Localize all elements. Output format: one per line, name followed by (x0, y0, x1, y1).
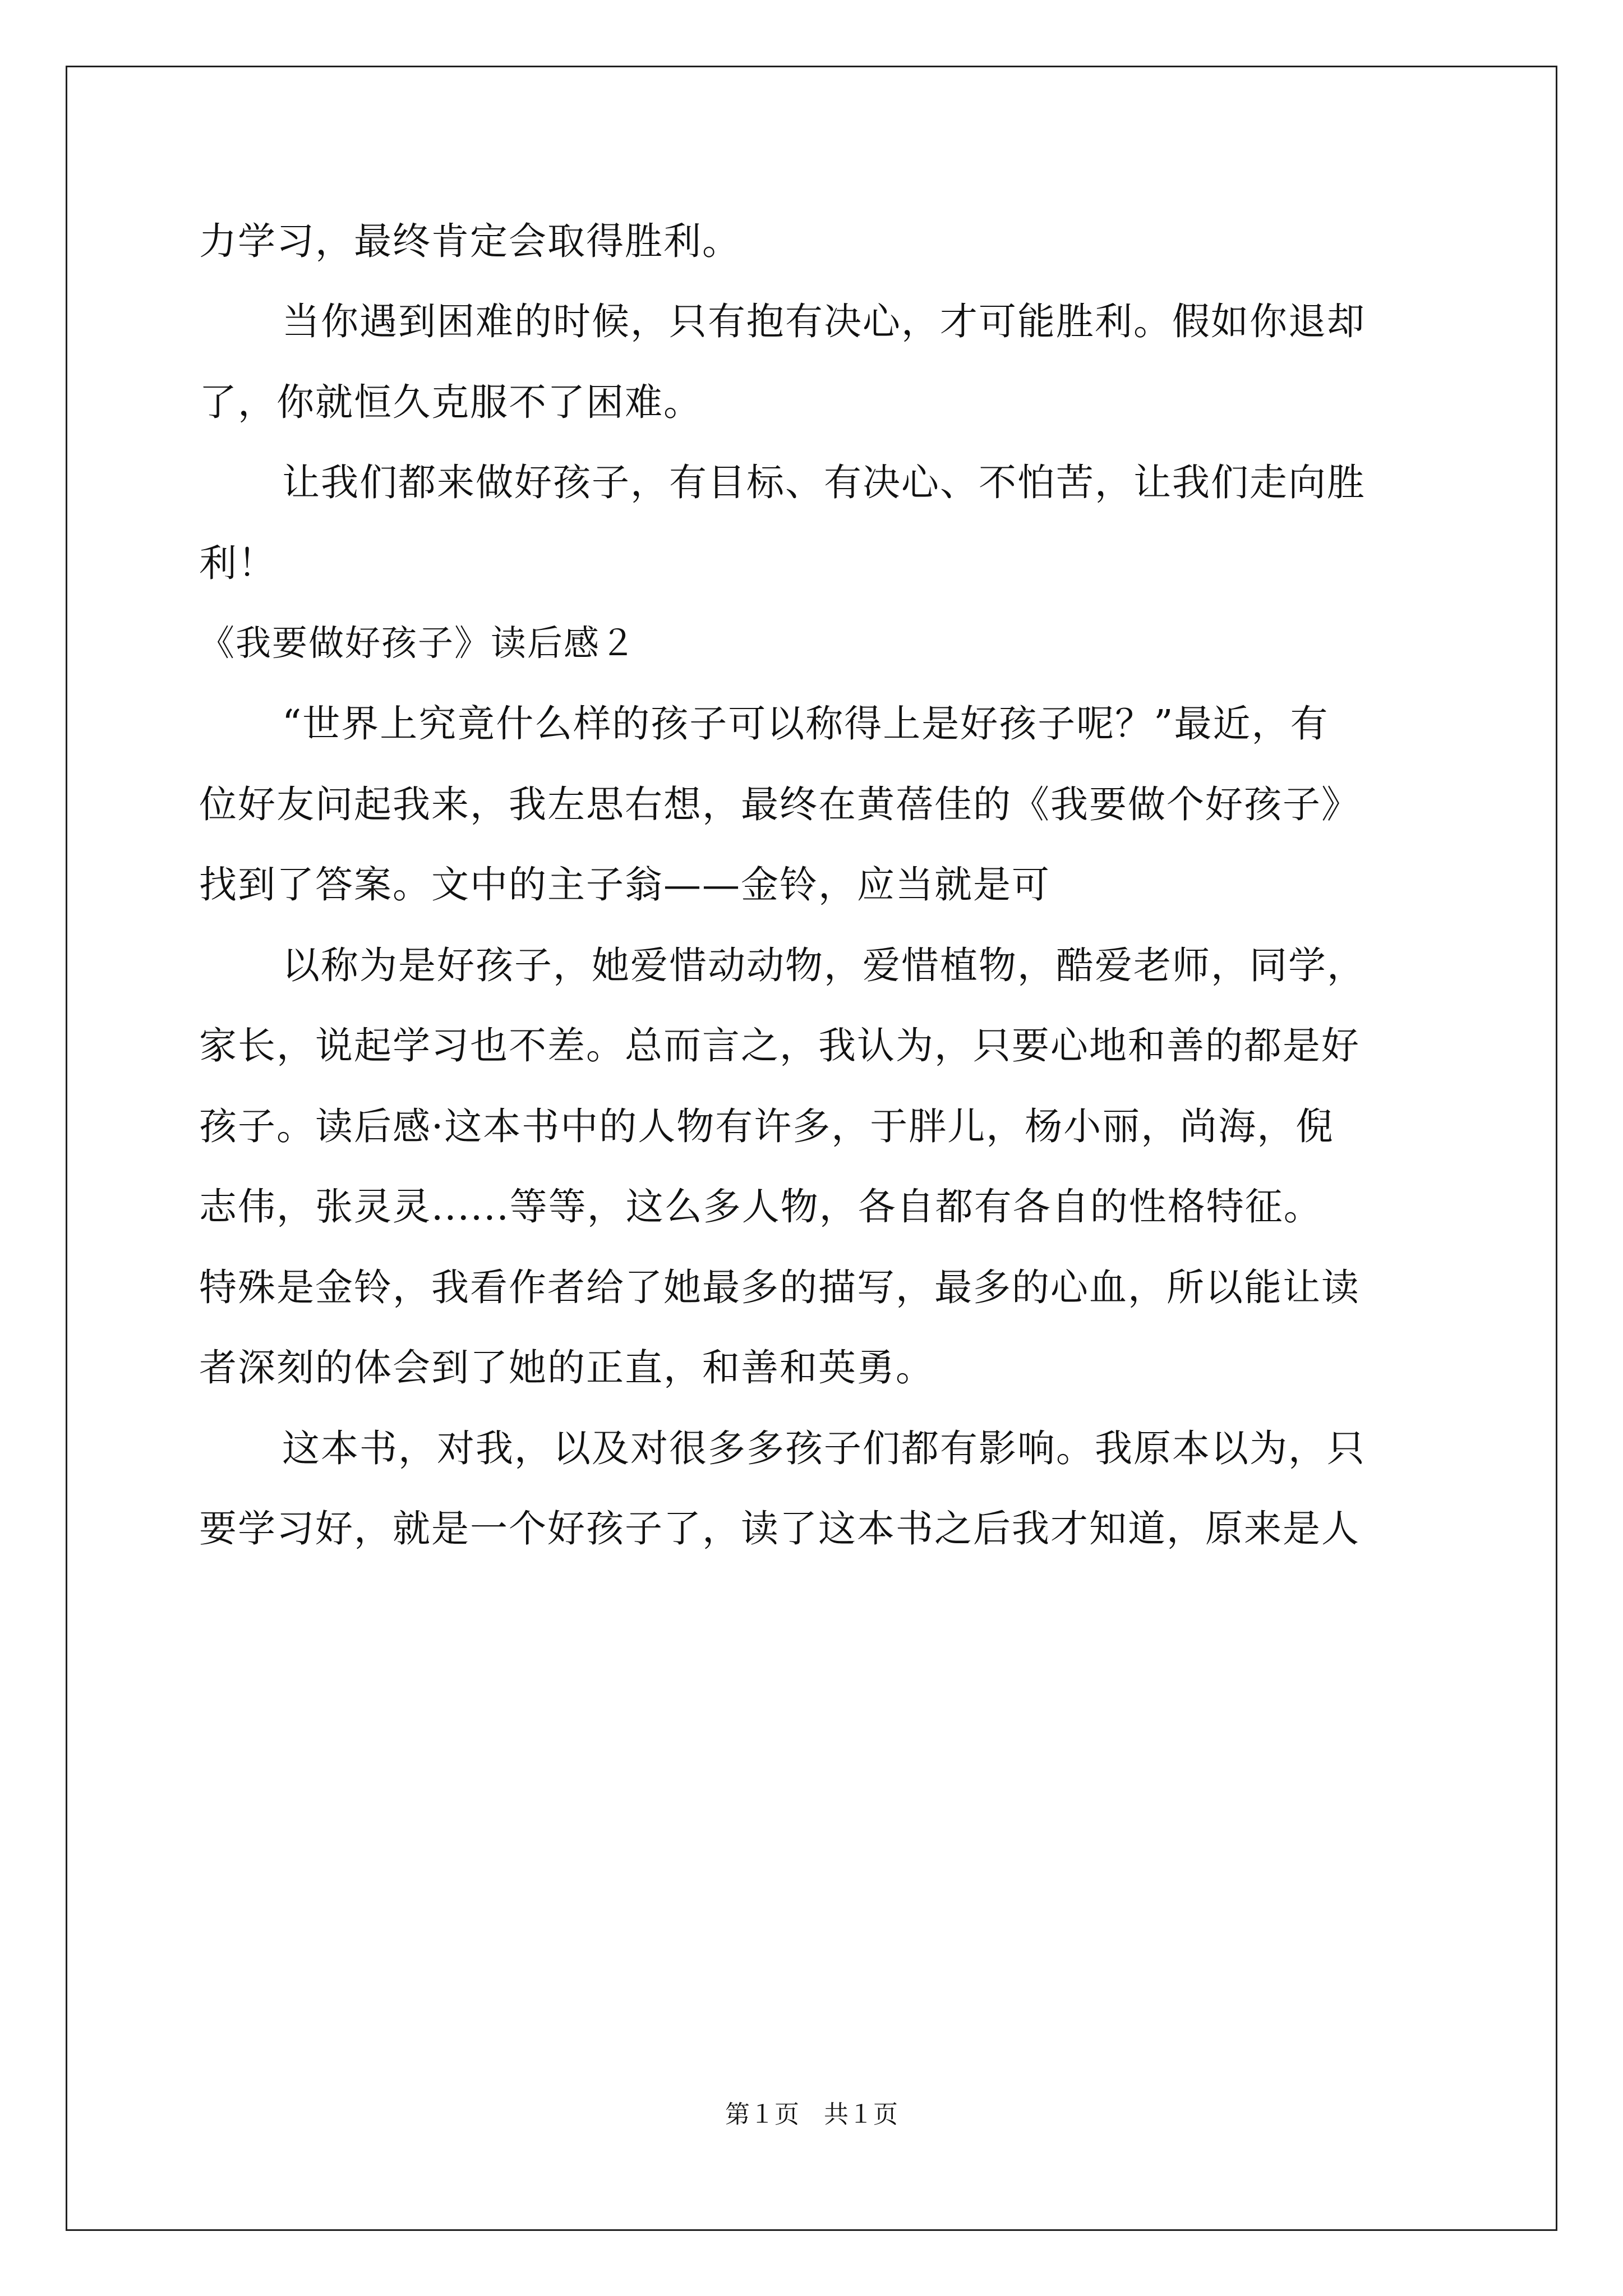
paragraph-start-line: “世界上究竟什么样的孩子可以称得上是好孩子呢？”最近，有 (282, 702, 1329, 746)
paragraph-start-line: 这本书，对我，以及对很多多孩子们都有影响。我原本以为，只 (282, 1427, 1366, 1470)
text-line: 利！ (199, 541, 276, 585)
text-line: 位好友问起我来，我左思右想，最终在黄蓓佳的《我要做个好孩子》 (199, 783, 1360, 826)
text-line: 孩子。读后感·这本书中的人物有许多，于胖儿，杨小丽，尚海，倪 (199, 1105, 1335, 1148)
page-footer: 第１页 共１页 (725, 2100, 898, 2129)
paragraph-start-line: 当你遇到困难的时候，只有抱有决心，才可能胜利。假如你退却 (282, 300, 1366, 343)
text-line: 要学习好，就是一个好孩子了，读了这本书之后我才知道，原来是人 (199, 1507, 1360, 1550)
text-line: 者深刻的体会到了她的正直，和善和英勇。 (199, 1346, 934, 1389)
text-line: 志伟，张灵灵......等等，这么多人物，各自都有各自的性格特征。 (199, 1185, 1322, 1228)
paragraph-start-line: 以称为是好孩子，她爱惜动动物，爱惜植物，酷爱老师，同学， (282, 944, 1366, 987)
text-line: 家长，说起学习也不差。总而言之，我认为，只要心地和善的都是好 (199, 1024, 1360, 1068)
text-line: 特殊是金铃，我看作者给了她最多的描写，最多的心血，所以能让读 (199, 1266, 1360, 1309)
section-heading: 《我要做好孩子》读后感２ (199, 623, 637, 664)
text-line: 力学习，最终肯定会取得胜利。 (199, 219, 741, 263)
paragraph-start-line: 让我们都来做好孩子，有目标、有决心、不怕苦，让我们走向胜 (282, 461, 1366, 504)
text-line: 了，你就恒久克服不了困难。 (199, 380, 702, 424)
text-line: 找到了答案。文中的主子翁——金铃，应当就是可 (199, 863, 1050, 907)
